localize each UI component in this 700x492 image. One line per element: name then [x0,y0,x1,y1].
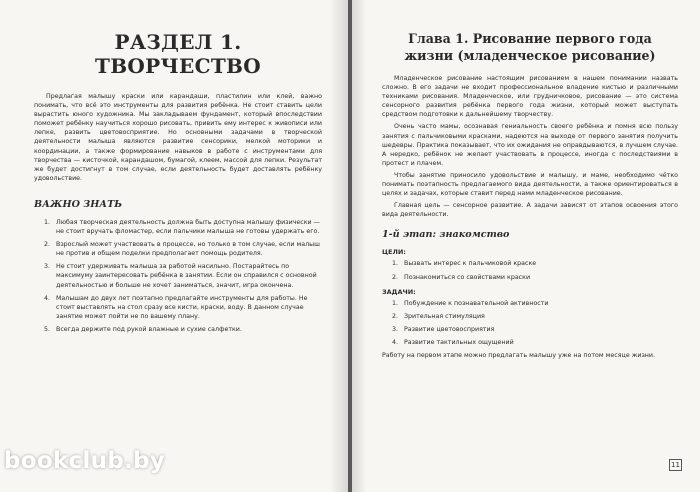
section-title: РАЗДЕЛ 1. ТВОРЧЕСТВО [95,30,261,78]
important-item: 1. Любая творческая деятельность должна быть доступна малышу физически — не стоит вручать фломастер, если пальчики малыша не готовы удержать его. [52,218,322,236]
goals-label: ЦЕЛИ: [382,248,406,257]
left-page [0,0,348,492]
right-page [352,0,700,492]
task-item: 3. Развитие цветовосприятия [400,325,678,334]
task-item: 1. Побуждение к познавательной активности [400,299,678,308]
body-paragraph: Чтобы занятие приносило удовольствие и малышу, и маме, необходимо чётко понимать поэтапность предлагаемого вида деятельности, а также ориентироваться в целях и задачах, которые ставит перед нами младенческое рисование. [382,171,678,198]
goal-item: 1. Вызвать интерес к пальчиковой краске [400,259,678,268]
body-paragraph: Главная цель — сенсорное развитие. А задачи зависят от этапов освоения этого вида деятельности. [382,202,678,219]
chapter-title: Глава 1. Рисование первого года жизни (младенческое рисование) [404,31,656,63]
gutter-shadow-right [352,0,366,492]
important-heading: ВАЖНО ЗНАТЬ [34,198,123,210]
important-item: 3. Не стоит удерживать малыша за работой насильно. Постарайтесь по максимуму заинтересовать ребёнка в занятии. Если он справился с основной деятельностью и больше не хочет заниматься, значит, игра окончена. [52,262,322,289]
goal-item: 2. Познакомиться со свойствами краски [400,273,678,282]
task-item: 4. Развитие тактильных ощущений [400,338,678,347]
watermark-text: bookclub.by [4,448,166,474]
important-item: 2. Взрослый может участвовать в процессе, но только в том случае, если малыш не против и общем поделки предполагает помощь родителя. [52,240,322,258]
important-list [34,218,322,334]
important-item: 5. Всегда держите под рукой влажные и сухие салфетки. [52,325,322,334]
task-item: 2. Зрительная стимуляция [400,312,678,321]
body-paragraph: Младенческое рисование настоящим рисованием в нашем понимании назвать сложно. В его задачи не входит профессиональное владение кистью и различными техниками рисования. Младенческое, или грудничковое, рисование — это система сенсорного развития ребёнка первого года жизни, который может выступать средством подготовки к дальнейшему творчеству. [382,75,678,119]
page-number: 11 [669,459,682,471]
goals-list [382,259,678,281]
important-item: 4. Малышам до двух лет поэтапно предлагайте инструменты для работы. Не стоит выставлять на стол сразу все кисти, краски, воду. В данном случае занятие может пойти не по вашему плану. [52,294,322,321]
intro-paragraph: Предлагая малышу краски или карандаши, пластилин или клей, важно понимать, что всё это инструменты для развития ребёнка. Не стоит ставить цели вырастить юного художника. Мы закладываем фундамент, который впоследствии поможет ребёнку научиться хорошо рисовать, привить ему интерес к живописи или лепке, развить цветовосприятие. Но основными задачами в творческой деятельности малыша являются развитие сенсорики, мелкой моторики и координации, а также формирование навыков в работе с инструментами для творчества — кисточкой, карандашом, бумагой, клеем, массой для лепки. Результат же будет достигнут в том случае, если деятельность будет доставлять ребёнку удовольствие. [34,93,322,182]
closing-paragraph: Работу на первом этапе можно предлагать малышу уже на потом месяце жизни. [382,351,656,359]
body-paragraph: Очень часто мамы, осознавая гениальность своего ребёнка и помня всю пользу занятия с пальчиковыми красками, надеются на выходе от первого занятия получить шедевры. Практика показывает, что их ожидания не оправдываются, в лучшем случае. А нередко, ребёнок не желает участвовать в процессе, иногда с последствиями в протест и плачем. [382,123,678,167]
tasks-label: ЗАДАЧИ: [382,287,416,296]
gutter-shadow-left [330,0,348,492]
tasks-list [382,299,678,347]
stage-heading: 1-й этап: знакомство [382,229,510,241]
